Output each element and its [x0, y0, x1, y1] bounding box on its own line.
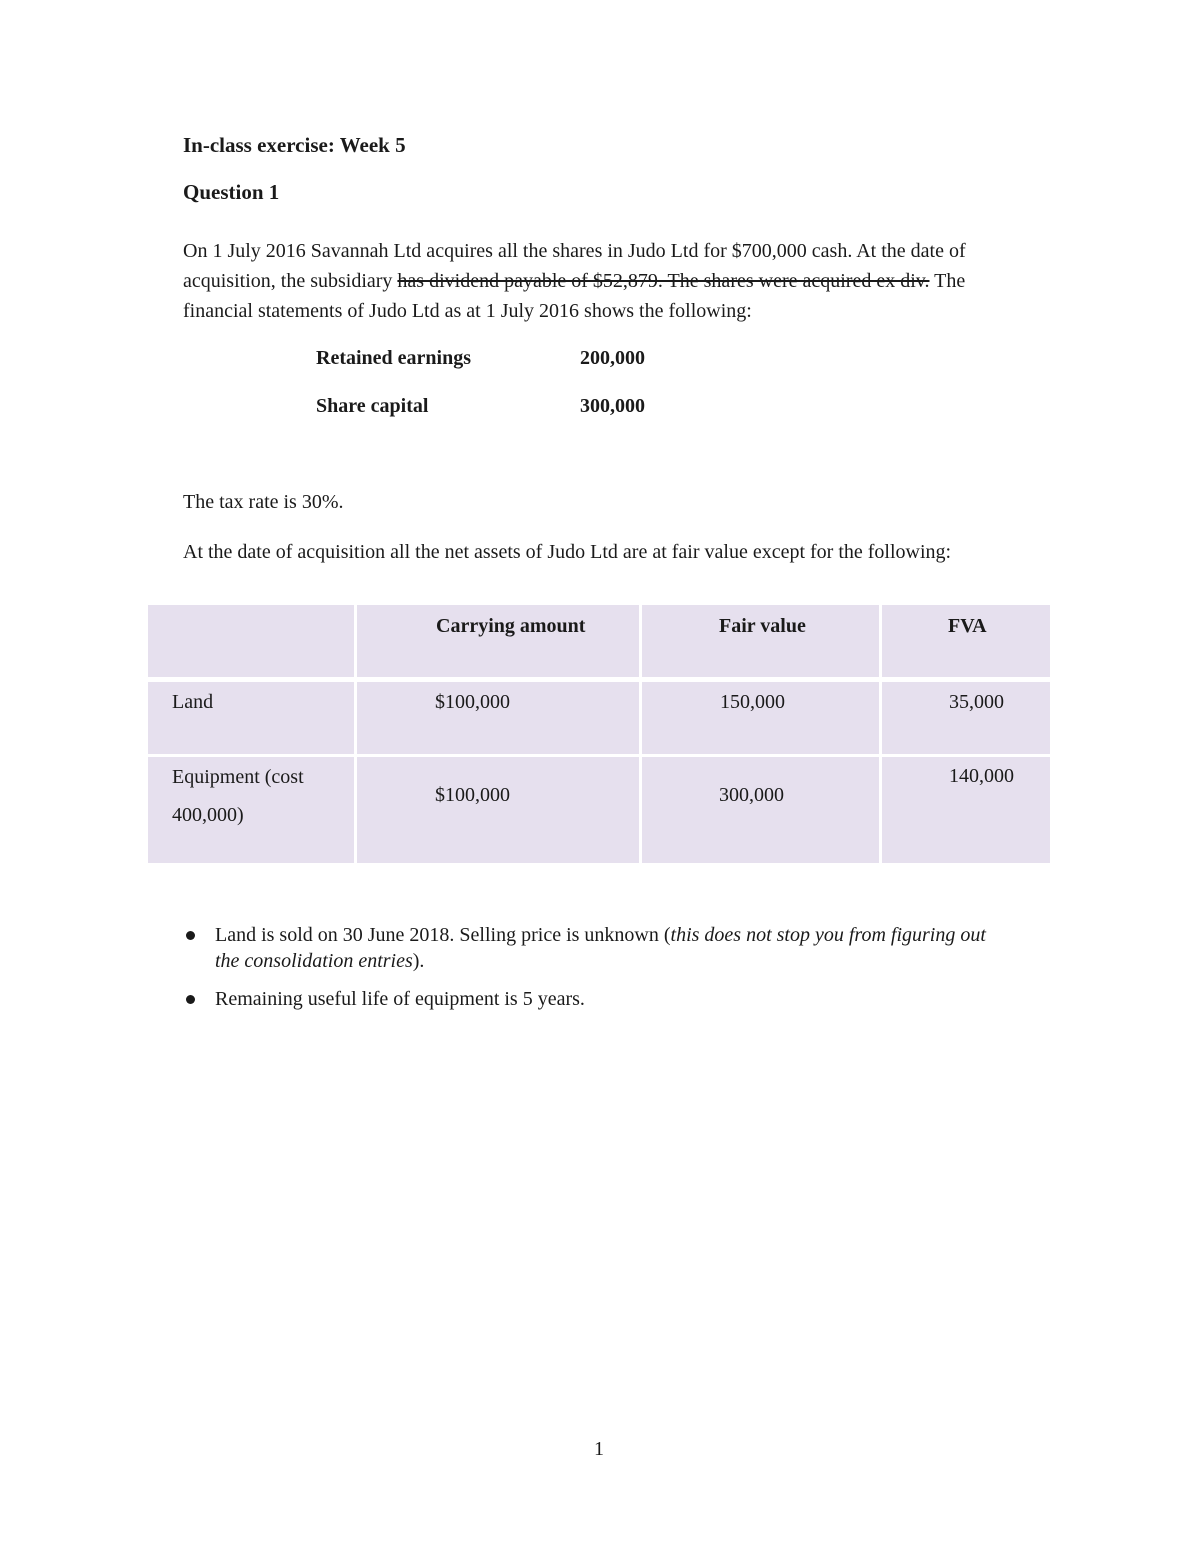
bullet-icon — [186, 995, 195, 1004]
table-header-fva: FVA — [882, 605, 1050, 677]
question-heading: Question 1 — [183, 180, 280, 204]
notes-list — [183, 922, 1003, 1024]
intro-text-1: On 1 July 2016 Savannah Ltd acquires all the shares in Judo Ltd for $700,000 cash. At the date of acquisition, the subsidiary — [183, 240, 966, 292]
table-header-fair-value: Fair value — [642, 605, 879, 677]
table-row-equipment-carrying: $100,000 — [357, 757, 639, 863]
list-item: Remaining useful life of equipment is 5 years. — [183, 986, 1003, 1012]
struck-text: has dividend payable of $52,879. The shares were acquired ex div. — [397, 270, 930, 292]
financial-value: 300,000 — [580, 395, 645, 417]
tax-rate-text: The tax rate is 30%. — [183, 491, 344, 513]
table-row-land-fva: 35,000 — [882, 682, 1050, 754]
table-row-equipment-fva: 140,000 — [882, 757, 1050, 863]
list-item: Land is sold on 30 June 2018. Selling price is unknown (this does not stop you from figuring out the consolidation entries). — [183, 922, 1003, 974]
bullet-icon — [186, 931, 195, 940]
table-row-equipment-fair: 300,000 — [642, 757, 879, 863]
document-title: In-class exercise: Week 5 — [183, 133, 406, 157]
table-row-land-fair: 150,000 — [642, 682, 879, 754]
table-row-equipment-item: Equipment (cost 400,000) — [148, 757, 354, 863]
table-row-land-carrying: $100,000 — [357, 682, 639, 754]
financial-label: Share capital — [316, 395, 429, 417]
intro-paragraph — [183, 236, 1023, 326]
financial-value: 200,000 — [580, 347, 645, 369]
intro-text-2: The financial statements of Judo Ltd as at 1 July 2016 shows the following: — [183, 270, 966, 322]
table-header-carrying-amount: Carrying amount — [357, 605, 639, 677]
fair-value-table — [148, 605, 1050, 863]
table-row-land-item: Land — [148, 682, 354, 754]
financial-label: Retained earnings — [316, 347, 471, 369]
page-number: 1 — [594, 1438, 604, 1460]
fair-value-intro: At the date of acquisition all the net assets of Judo Ltd are at fair value except for the following: — [183, 541, 952, 563]
table-header-cell-empty — [148, 605, 354, 677]
